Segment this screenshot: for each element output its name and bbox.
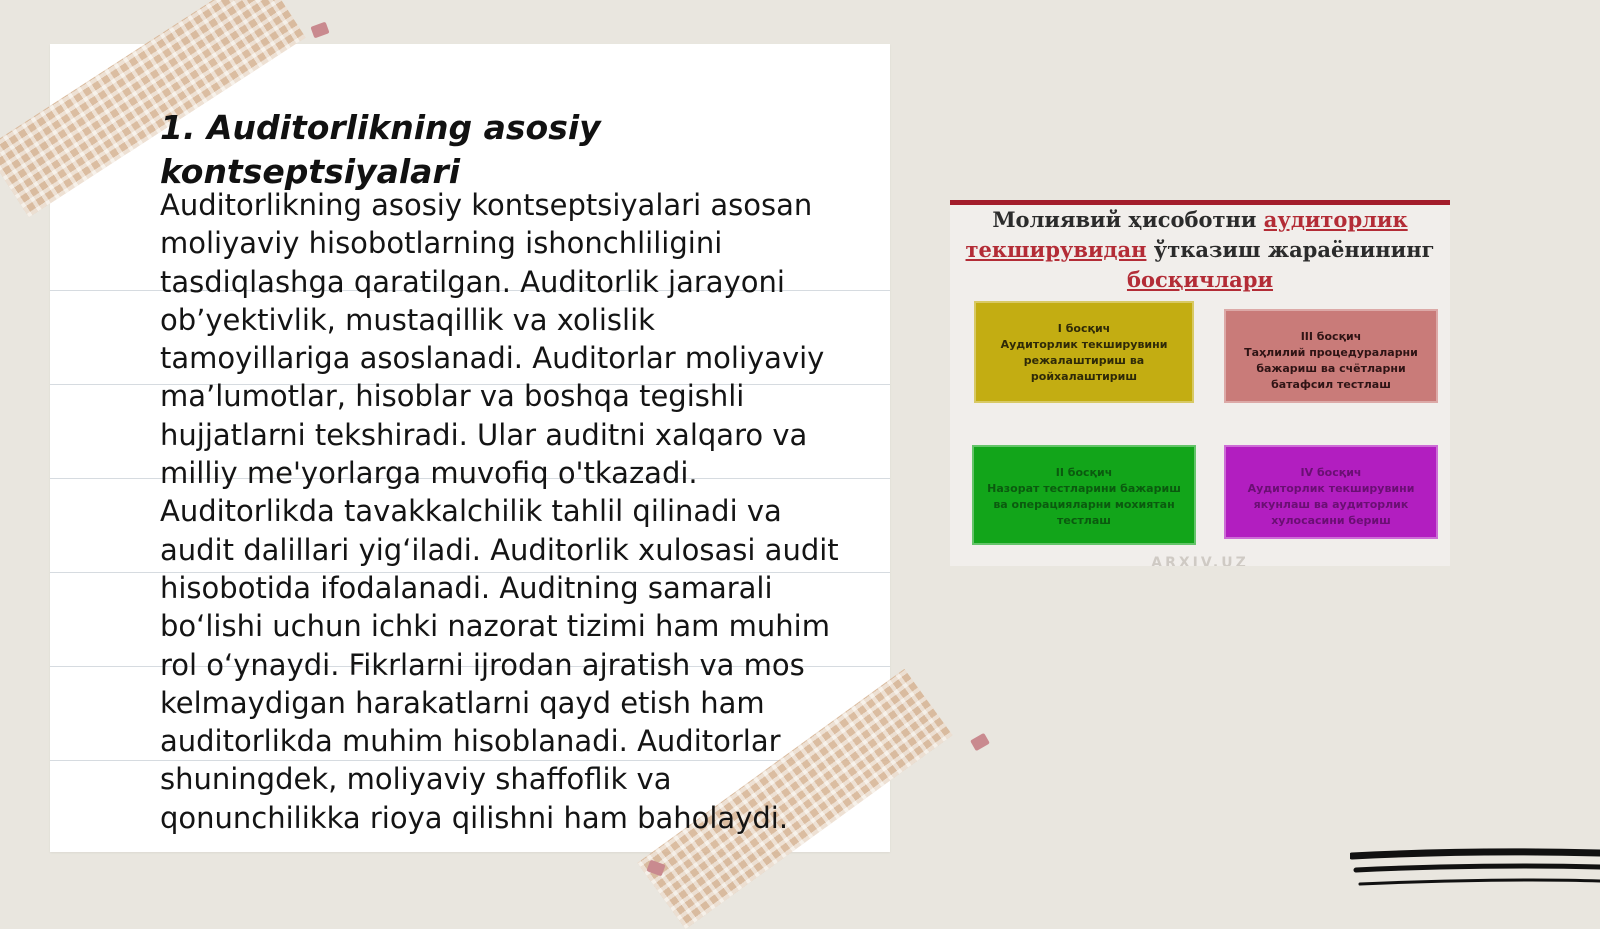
stage-text: Назорат тестларини бажариш ва операцияларни мохиятан тестлаш (987, 482, 1181, 527)
stage-box-2 (972, 445, 1196, 545)
stage-box-1 (974, 301, 1194, 403)
stage-text: Аудиторлик текширувини режалаштириш ва ройхалаштириш (1000, 338, 1168, 383)
slide-title: 1. Auditorlikning asosiy kontseptsiyalari (160, 108, 601, 191)
image-heading-highlight: босқичлари (1126, 267, 1274, 292)
brush-scribble-icon (1350, 848, 1600, 894)
image-heading-highlight: аудиторлик текширувидан (965, 207, 1408, 262)
slide-body-text: Auditorlikning asosiy kontseptsiyalari asosan moliyaviy hisobotlarning ishonchliligini tasdiqlashga qaratilgan. Auditorlik jarayoni ob’yektivlik, mustaqillik va xolislik tamoyillariga asoslanadi. Auditorlar moliyaviy ma’lumotlar, hisoblar va boshqa tegishli hujjatlarni tekshiradi. Ular auditni xalqaro va milliy me'yorlarga muvofiq o'tkazadi. Auditorlikda tavakkalchilik tahlil qilinadi va audit dalillari yig‘iladi. Auditorlik xulosasi audit hisobotida ifodalanadi. Auditning samarali bo‘lishi uchun ichki nazorat tizimi ham muhim rol o‘ynaydi. Fikrlarni ijrodan ajratish va mos kelmaydigan harakatlarni qayd etish ham auditorlikda muhim hisoblanadi. Auditorlar shuningdek, moliyaviy shaffoflik va qonunchilikka rioya qilishni ham baholaydi. (160, 188, 839, 835)
stage-label: II босқич (1055, 466, 1113, 479)
image-heading-part: Молиявий ҳисоботни (992, 207, 1264, 232)
stage-label: IV босқич (1300, 466, 1362, 479)
stage-label: I босқич (1057, 322, 1111, 335)
stage-box-4 (1224, 445, 1438, 539)
tape-pin-icon (310, 22, 329, 39)
image-watermark: ARXIV.UZ (1151, 555, 1249, 566)
stage-text: Аудиторлик текширувини якунлаш ва аудиторлик хулосасини бериш (1247, 482, 1415, 527)
stage-text: Таҳлилий процедураларни бажариш ва счётларни батафсил тестлаш (1244, 346, 1418, 391)
audit-stages-image (950, 200, 1450, 566)
image-heading (960, 205, 1440, 295)
stage-box-3 (1224, 309, 1438, 403)
image-heading-part: ўтказиш жараёнининг (1146, 237, 1435, 262)
stage-label: III босқич (1300, 330, 1362, 343)
tape-pin-icon (970, 733, 990, 751)
